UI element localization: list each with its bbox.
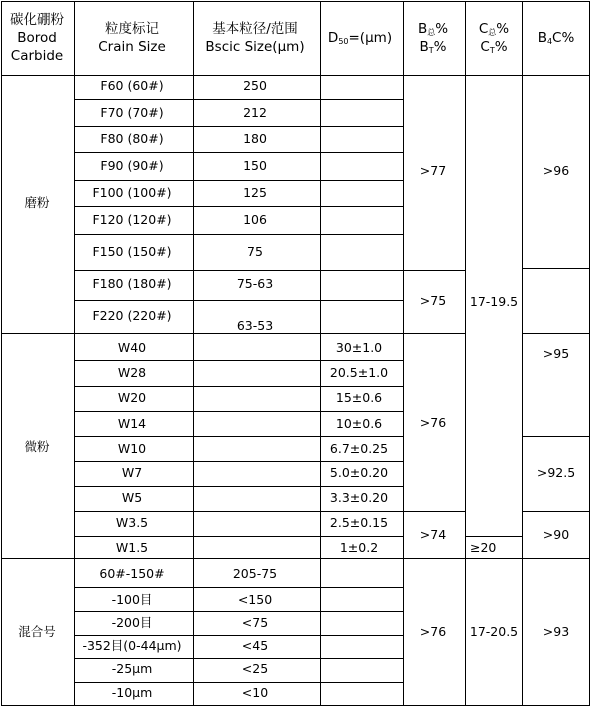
row-size: 180: [243, 131, 267, 146]
group-label-mixed: 混合号: [18, 624, 56, 639]
row-mark: W10: [117, 441, 147, 456]
row-d50: 5.0±0.20: [329, 465, 389, 480]
grid-line-horizontal: [74, 635, 404, 636]
row-size: 150: [243, 158, 267, 173]
header-boron-t: $B_T\%$: [419, 39, 447, 55]
grid-line-horizontal: [522, 268, 590, 269]
row-size: 63-53: [236, 318, 274, 333]
grid-line-horizontal: [403, 511, 466, 512]
grid-line-vertical: [320, 1, 321, 706]
grid-line-horizontal: [74, 587, 404, 588]
grid-line-horizontal: [74, 152, 404, 153]
row-size: 75-63: [236, 276, 274, 291]
row-size: <45: [241, 638, 269, 653]
row-size: 75: [247, 244, 263, 259]
grid-line-horizontal: [74, 536, 404, 537]
grid-line-horizontal: [74, 386, 404, 387]
header-basic-size-cn: 基本粒径/范围: [212, 21, 298, 37]
header-cell-carbon: [479, 20, 509, 56]
grid-line-horizontal: [403, 270, 466, 271]
row-mark: W14: [117, 416, 147, 431]
header-grain-mark-en: Crain Size: [98, 39, 166, 55]
grid-line-horizontal: [465, 536, 523, 537]
row-mark: W3.5: [115, 515, 149, 530]
header-cell-b4c: $B_4C\%$: [537, 30, 575, 46]
boron-value: >77: [419, 163, 447, 178]
grid-line-vertical: [589, 1, 590, 706]
grid-line-horizontal: [1, 558, 590, 559]
row-size: <10: [241, 685, 269, 700]
grid-line-horizontal: [522, 436, 590, 437]
row-mark: F60 (60#): [100, 78, 164, 93]
carbon-value: 17-19.5: [469, 294, 519, 309]
boron-value: >76: [419, 415, 447, 430]
row-size: 250: [243, 78, 267, 93]
row-size: <150: [237, 592, 273, 607]
b4c-value: >95: [542, 346, 570, 361]
header-boron-total: $B_总\%$: [417, 21, 449, 37]
row-mark: F150 (150#): [92, 244, 172, 259]
header-material-en-2: Carbide: [10, 48, 64, 64]
row-mark: W1.5: [115, 540, 149, 555]
header-cell-basic-size: [205, 20, 304, 56]
grid-line-horizontal: [74, 206, 404, 207]
row-size: 125: [243, 185, 267, 200]
b4c-value: >93: [542, 624, 570, 639]
grid-line-horizontal: [74, 436, 404, 437]
row-mark: 60#-150#: [99, 566, 165, 581]
grid-line-horizontal: [74, 126, 404, 127]
row-size: 106: [243, 212, 267, 227]
grid-line-horizontal: [74, 180, 404, 181]
row-d50: 10±0.6: [335, 416, 383, 431]
grid-line-vertical: [74, 1, 75, 706]
row-mark: W20: [117, 390, 147, 405]
row-mark: -352目(0-44μm): [82, 638, 182, 653]
grid-line-vertical: [193, 1, 194, 706]
b4c-value: >96: [542, 163, 570, 178]
grid-line-horizontal: [74, 658, 404, 659]
b4c-value: >90: [542, 527, 570, 542]
row-size: 205-75: [232, 566, 278, 581]
grid-line-horizontal: [522, 333, 590, 334]
row-mark: -100目: [111, 592, 153, 607]
row-d50: 2.5±0.15: [329, 515, 389, 530]
b4c-value: >92.5: [536, 465, 576, 480]
row-mark: W40: [117, 340, 147, 355]
grid-line-horizontal: [74, 411, 404, 412]
row-d50: 20.5±1.0: [329, 365, 389, 380]
header-material-en-1: Borod: [17, 30, 57, 46]
carbon-value: ≥20: [470, 540, 497, 555]
row-size: <25: [241, 661, 269, 676]
grid-line-horizontal: [74, 300, 404, 301]
grid-line-vertical: [1, 1, 2, 706]
row-mark: -200目: [111, 615, 153, 630]
grid-line-horizontal: [74, 461, 404, 462]
group-label-grit: 磨粉: [24, 195, 50, 210]
row-mark: F220 (220#): [92, 308, 172, 323]
row-d50: 1±0.2: [339, 540, 379, 555]
boron-value: >74: [419, 527, 447, 542]
header-cell-d50: $D_{50}=(\mu m)$: [327, 30, 393, 46]
row-d50: 3.3±0.20: [329, 490, 389, 505]
grid-line-horizontal: [74, 270, 404, 271]
row-mark: F70 (70#): [100, 105, 164, 120]
grid-line-horizontal: [1, 705, 590, 706]
grid-line-horizontal: [1, 1, 590, 2]
row-d50: 6.7±0.25: [329, 441, 389, 456]
grid-line-horizontal: [1, 333, 466, 334]
row-d50: 15±0.6: [335, 390, 383, 405]
header-cell-material: [10, 11, 64, 65]
row-mark: W28: [117, 365, 147, 380]
header-material-cn: 碳化硼粉: [10, 12, 64, 28]
grid-line-horizontal: [1, 75, 590, 76]
header-cell-boron: [418, 20, 448, 56]
grid-line-horizontal: [74, 360, 404, 361]
header-basic-size-en: Bscic Size(μm): [205, 39, 305, 55]
row-mark: F180 (180#): [92, 276, 172, 291]
header-carbon-t: $C_T\%$: [480, 39, 508, 55]
grid-line-horizontal: [74, 99, 404, 100]
grid-line-horizontal: [74, 234, 404, 235]
row-mark: F100 (100#): [92, 185, 172, 200]
row-size: <75: [241, 615, 269, 630]
header-cell-grain-mark: [98, 20, 166, 56]
row-d50: 30±1.0: [335, 340, 383, 355]
grid-line-vertical: [522, 1, 523, 706]
boron-value: >75: [419, 293, 447, 308]
row-size: 212: [243, 105, 267, 120]
grid-line-horizontal: [74, 611, 404, 612]
grid-line-vertical: [465, 1, 466, 706]
grid-line-horizontal: [522, 511, 590, 512]
row-mark: W5: [121, 490, 143, 505]
group-label-micro: 微粉: [24, 439, 50, 454]
grid-line-horizontal: [74, 486, 404, 487]
row-mark: W7: [121, 465, 143, 480]
header-grain-mark-cn: 粒度标记: [105, 21, 159, 37]
boron-value: >76: [419, 624, 447, 639]
grid-line-horizontal: [74, 511, 404, 512]
row-mark: -25μm: [111, 661, 153, 676]
row-mark: F120 (120#): [92, 212, 172, 227]
grid-line-horizontal: [74, 682, 404, 683]
carbon-value: 17-20.5: [469, 624, 519, 639]
grid-line-vertical: [403, 1, 404, 706]
row-mark: F80 (80#): [100, 131, 164, 146]
header-carbon-total: $C_总\%$: [478, 21, 510, 37]
row-mark: F90 (90#): [100, 158, 164, 173]
row-mark: -10μm: [111, 685, 153, 700]
